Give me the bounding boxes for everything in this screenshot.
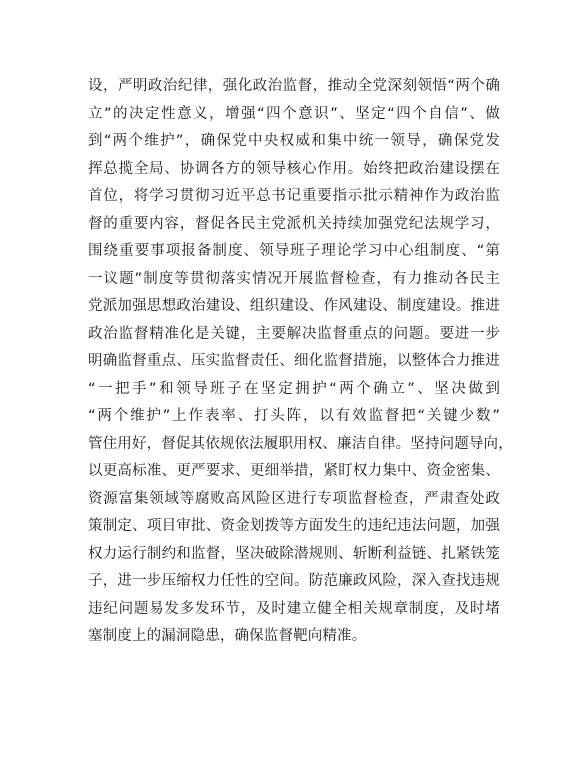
text-line: 策制定、项目审批、资金划拨等方面发生的违纪违法问题，加强: [88, 518, 500, 534]
text-line: 政治监督精准化是关键，主要解决监督重点的问题。要进一步: [88, 325, 500, 342]
text-line: 设，严明政治纪律，强化政治监督，推动全党深刻领悟“两个确: [88, 78, 500, 94]
text-line: 一议题”制度等贯彻落实情况开展监督检查，有力推动各民主: [88, 270, 500, 287]
text-line: 督的重要内容，督促各民主党派机关持续加强党纪法规学习，: [88, 215, 500, 232]
text-line: “一把手”和领导班子在坚定拥护“两个确立”、坚决做到: [88, 380, 500, 397]
text-line: 立”的决定性意义，增强“四个意识”、坚定“四个自信”、做: [88, 105, 500, 122]
text-line: 权力运行制约和监督，坚决破除潜规则、斩断利益链、扎紧铁笼: [88, 545, 500, 562]
body-paragraph: [88, 73, 513, 651]
text-line: 到“两个维护”，确保党中央权威和集中统一领导，确保党发: [88, 133, 500, 149]
text-line: 首位，将学习贯彻习近平总书记重要指示批示精神作为政治监: [88, 188, 500, 204]
text-line: 塞制度上的漏洞隐患，确保监督靶向精准。: [88, 628, 367, 644]
text-line: 以更高标准、更严要求、更细举措，紧盯权力集中、资金密集、: [88, 463, 500, 479]
text-line: 违纪问题易发多发环节，及时建立健全相关规章制度，及时堵: [88, 600, 500, 617]
text-line: 管住用好，督促其依规依法履职用权、廉洁自律。坚持问题导向，: [88, 435, 513, 452]
text-line: 子，进一步压缩权力任性的空间。防范廉政风险，深入查找违规: [88, 573, 500, 589]
text-line: 围绕重要事项报备制度、领导班子理论学习中心组制度、“第: [88, 243, 500, 259]
text-line: 党派加强思想政治建设、组织建设、作风建设、制度建设。推进: [88, 298, 500, 314]
text-line: 资源富集领域等腐败高风险区进行专项监督检查，严肃查处政: [88, 490, 500, 507]
text-line: 明确监督重点、压实监督责任、细化监督措施，以整体合力推进: [88, 353, 500, 369]
text-line: “两个维护”上作表率、打头阵，以有效监督把“关键少数”: [88, 408, 500, 424]
text-line: 挥总揽全局、协调各方的领导核心作用。始终把政治建设摆在: [88, 160, 500, 177]
